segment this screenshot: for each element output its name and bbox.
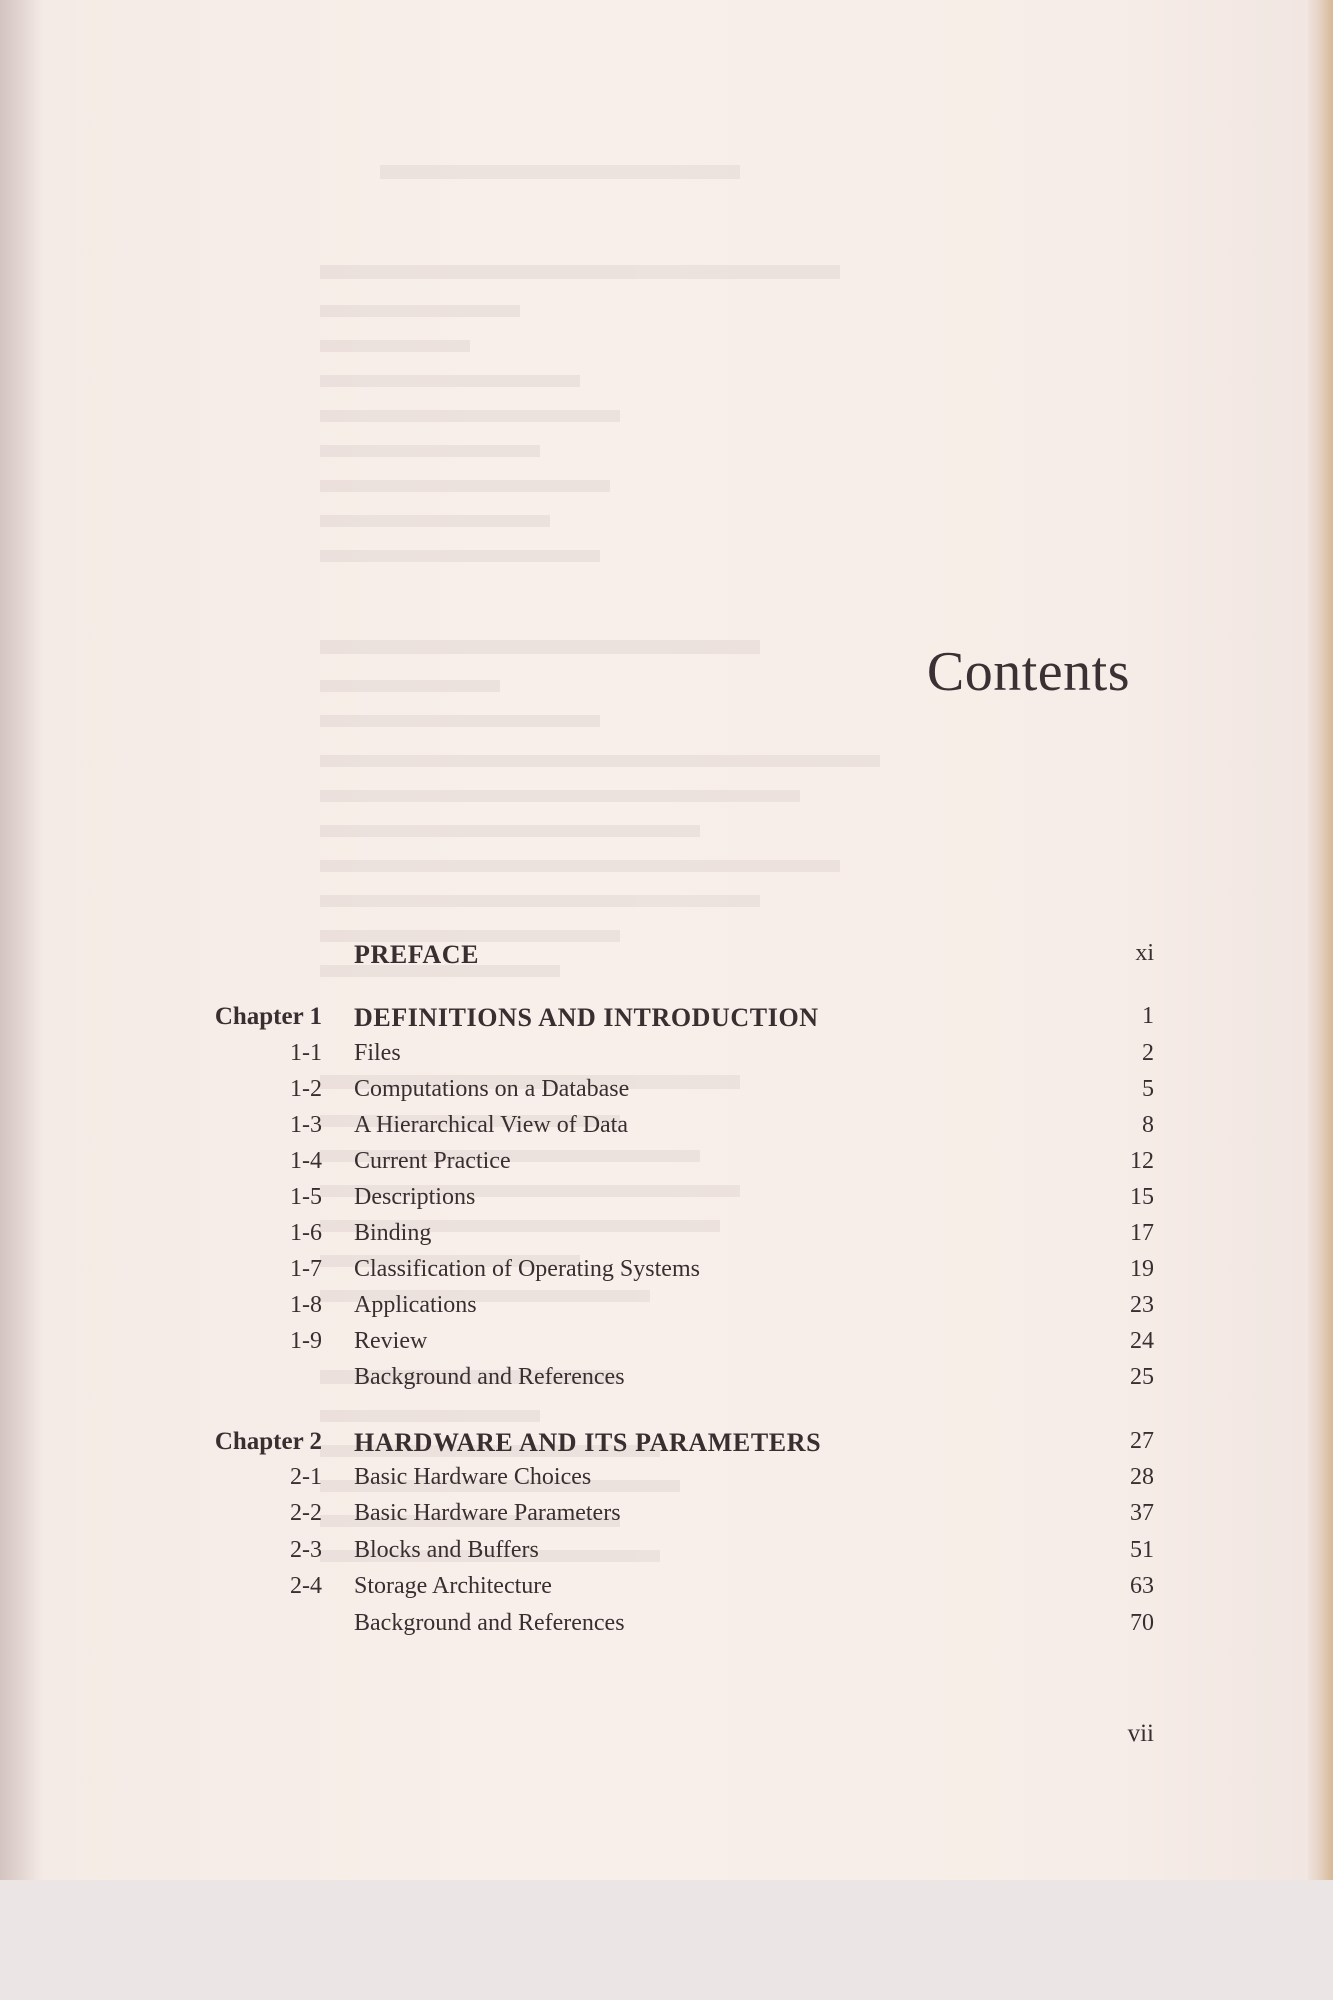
toc-entry-row	[0, 1364, 1308, 1396]
toc-entry-title: Background and References	[354, 1364, 625, 1390]
toc-entry-page: 23	[1130, 1292, 1154, 1318]
toc-entry-row	[0, 1292, 1308, 1324]
toc-entry-number: Chapter 2	[214, 1428, 322, 1455]
page-edge	[1308, 0, 1333, 1880]
toc-entry-page: 37	[1130, 1500, 1154, 1526]
toc-entry-title: Current Practice	[354, 1148, 511, 1174]
toc-entry-page: 24	[1130, 1328, 1154, 1354]
toc-entry-row	[0, 1184, 1308, 1216]
toc-entry-title: Computations on a Database	[354, 1076, 630, 1102]
toc-entry-page: 8	[1142, 1112, 1154, 1138]
toc-entry-number: 2-1	[290, 1464, 322, 1490]
toc-entry-page: 17	[1130, 1220, 1154, 1246]
toc-entry-page: 27	[1130, 1428, 1154, 1454]
toc-entry-page: 70	[1130, 1610, 1154, 1636]
toc-entry-page: 2	[1142, 1040, 1154, 1066]
toc-entry-title: Background and References	[354, 1610, 625, 1636]
toc-entry-title: Basic Hardware Choices	[354, 1464, 592, 1490]
toc-entry-number: 1-1	[290, 1040, 322, 1066]
toc-entry-page: 25	[1130, 1364, 1154, 1390]
page-title: Contents	[926, 641, 1130, 703]
toc-entry-row	[0, 1328, 1308, 1360]
toc-entry-row	[0, 1256, 1308, 1288]
toc-entry-page: 28	[1130, 1464, 1154, 1490]
toc-entry-row	[0, 1537, 1308, 1569]
page-number: vii	[1127, 1720, 1154, 1747]
toc-entry-number: 1-9	[290, 1328, 322, 1354]
background-surface	[0, 1880, 1333, 2000]
toc-entry-page: 63	[1130, 1573, 1154, 1599]
toc-entry-row	[0, 1040, 1308, 1072]
toc-entry-page: 19	[1130, 1256, 1154, 1282]
toc-entry-title: Descriptions	[354, 1184, 476, 1210]
toc-entry-title: PREFACE	[354, 940, 480, 969]
toc-entry-page: xi	[1135, 940, 1154, 966]
toc-entry-number: 1-7	[290, 1256, 322, 1282]
toc-entry-title: Binding	[354, 1220, 432, 1246]
toc-entry-page: 15	[1130, 1184, 1154, 1210]
toc-entry-page: 5	[1142, 1076, 1154, 1102]
toc-entry-number: 1-4	[290, 1148, 322, 1174]
toc-entry-row	[0, 1220, 1308, 1252]
toc-entry-page: 1	[1142, 1003, 1154, 1029]
toc-entry-title: DEFINITIONS AND INTRODUCTION	[354, 1003, 819, 1032]
toc-entry-number: 2-4	[290, 1573, 322, 1599]
toc-entry-row	[0, 1500, 1308, 1532]
toc-chapter-row	[0, 1003, 1308, 1035]
toc-entry-number: Chapter 1	[214, 1003, 322, 1030]
toc-entry-page: 51	[1130, 1537, 1154, 1563]
toc-entry-page: 12	[1130, 1148, 1154, 1174]
toc-entry-row	[0, 1573, 1308, 1605]
toc-entry-title: Classification of Operating Systems	[354, 1256, 700, 1282]
toc-entry-title: Review	[354, 1328, 428, 1354]
toc-entry-title: Storage Architecture	[354, 1573, 552, 1599]
toc-entry-title: Blocks and Buffers	[354, 1537, 539, 1563]
toc-chapter-row	[0, 1428, 1308, 1460]
toc-entry-number: 2-2	[290, 1500, 322, 1526]
toc-entry-row	[0, 1148, 1308, 1180]
toc-entry-number: 1-5	[290, 1184, 322, 1210]
toc-chapter-row	[0, 940, 1308, 972]
toc-entry-title: A Hierarchical View of Data	[354, 1112, 628, 1138]
toc-entry-number: 1-6	[290, 1220, 322, 1246]
toc-entry-row	[0, 1076, 1308, 1108]
toc-entry-title: Files	[354, 1040, 401, 1066]
toc-entry-row	[0, 1610, 1308, 1642]
toc-entry-number: 1-2	[290, 1076, 322, 1102]
toc-entry-title: Basic Hardware Parameters	[354, 1500, 621, 1526]
toc-entry-title: Applications	[354, 1292, 477, 1318]
toc-entry-number: 2-3	[290, 1537, 322, 1563]
toc-entry-number: 1-8	[290, 1292, 322, 1318]
toc-entry-row	[0, 1464, 1308, 1496]
toc-entry-number: 1-3	[290, 1112, 322, 1138]
toc-entry-row	[0, 1112, 1308, 1144]
toc-entry-title: HARDWARE AND ITS PARAMETERS	[354, 1428, 822, 1457]
